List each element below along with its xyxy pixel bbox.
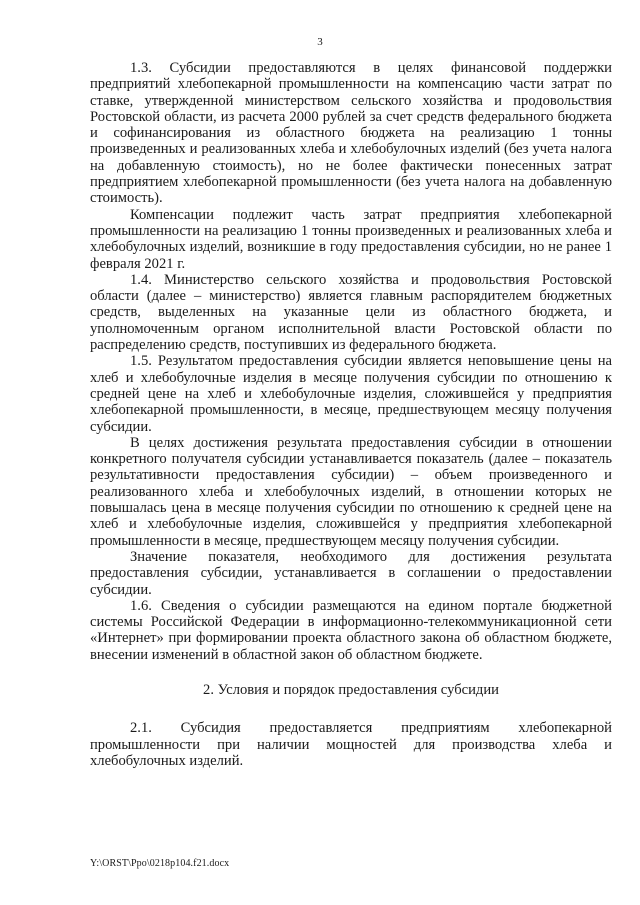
paragraph-1-4: 1.4. Министерство сельского хозяйства и продовольствия Ростовской области (далее – министерство) является главным распорядителем бюджетных средств, выделенных на указанные цели из областного бюджета, и уполномоченным органом исполнительной власти Ростовской области по распределению средств, поступивших из федерального бюджета. xyxy=(90,271,612,354)
section-heading: 2. Условия и порядок предоставления субсидии xyxy=(203,681,499,698)
paragraph-2-1: 2.1. Субсидия предоставляется предприятиям хлебопекарной промышленности при наличии мощностей для производства хлеба и хлебобулочных изделий. xyxy=(90,720,612,769)
page-number: 3 xyxy=(317,36,323,48)
paragraph-1-6: 1.6. Сведения о субсидии размещаются на едином портале бюджетной системы Российской Федерации в информационно-телекоммуникационной сети «Интернет» при формировании проекта областного закона об областном бюджете, внесении изменений в областной закон об областном бюджете. xyxy=(90,597,612,663)
document-body xyxy=(90,60,612,769)
footer-file-path: Y:\ORST\Ppo\0218p104.f21.docx xyxy=(90,858,230,869)
paragraph-compensation: Компенсации подлежит часть затрат предприятия хлебопекарной промышленности на реализацию 1 тонны произведенных и реализованных хлеба и хлебобулочных изделий, возникшие в году предоставления субсидии, но не ранее 1 февраля 2021 г. xyxy=(90,206,612,272)
paragraph-indicator-value: Значение показателя, необходимого для достижения результата предоставления субсидии, устанавливается в соглашении о предоставлении субсидии. xyxy=(90,548,612,598)
paragraph-1-5: 1.5. Результатом предоставления субсидии является неповышение цены на хлеб и хлебобулочные изделия в месяце получения субсидии по отношению к средней цене на хлеб и хлебобулочные изделия, сложившейся у предприятия хлебопекарной промышленности, в месяце, предшествующем месяцу получения субсидии. xyxy=(90,353,612,435)
paragraph-1-3: 1.3. Субсидии предоставляются в целях финансовой поддержки предприятий хлебопекарной промышленности на компенсацию части затрат по ставке, утвержденной министерством сельского хозяйства и продовольствия Ростовской области, из расчета 2000 рублей за счет средств федерального бюджета и софинансирования из областного бюджета на реализацию 1 тонны произведенных и реализованных хлеба и хлебобулочных изделий (без учета налога на добавленную стоимость), но не более фактически понесенных затрат предприятием хлебопекарной промышленности (без учета налога на добавленную стоимость). xyxy=(90,60,612,207)
paragraph-indicator: В целях достижения результата предоставления субсидии в отношении конкретного получателя субсидии устанавливается показатель (далее – показатель результативности предоставления субсидии) – объем произведенного и реализованного хлеба и хлебобулочных изделий, в отношении которых не повышалась цена в месяце получения субсидии по отношению к средней цене на хлеб и хлебобулочные изделия, сложившейся у предприятия хлебопекарной промышленности в месяце, предшествующем месяцу получения субсидии. xyxy=(90,434,612,549)
